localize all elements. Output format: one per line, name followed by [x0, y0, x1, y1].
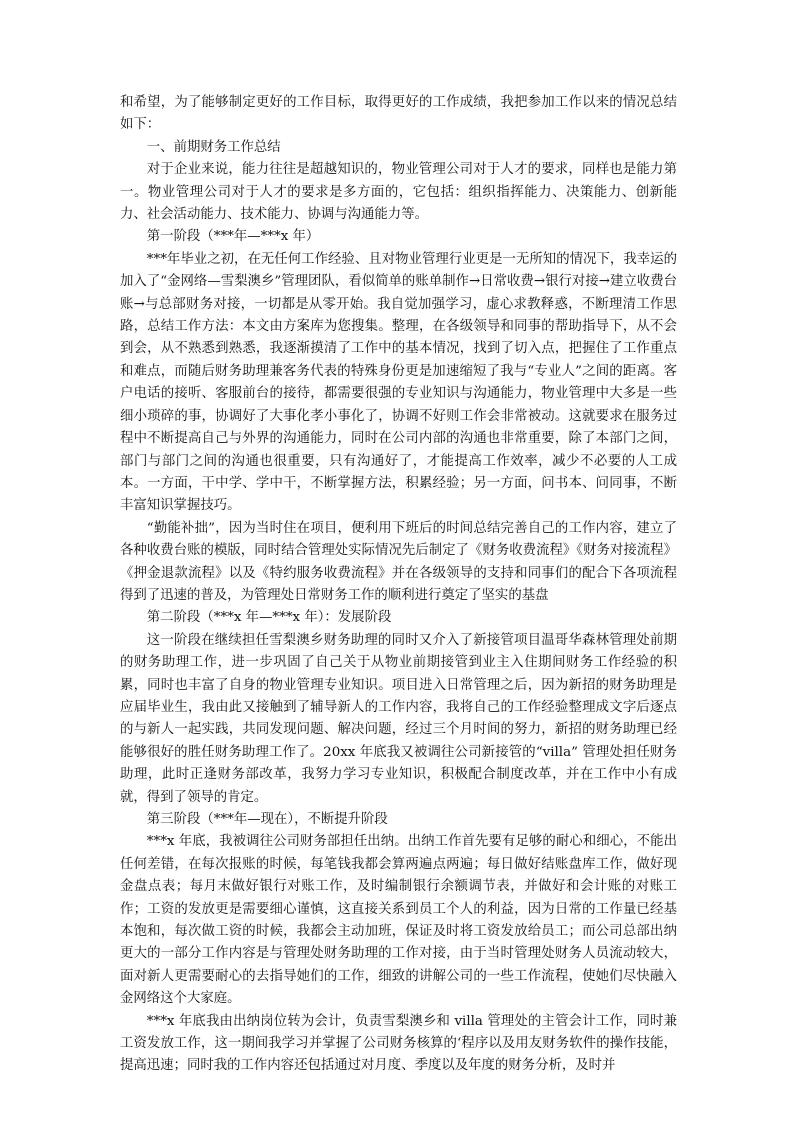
body-paragraph: “勤能补拙”，因为当时住在项目，便利用下班后的时间总结完善自己的工作内容，建立了各种收费台账的模版，同时结合管理处实际情况先后制定了《财务收费流程》《财务对接流程》《押金退款流程》以及《特约服务收费流程》并在各级领导的支持和同事们的配合下各项流程得到了迅速的普及，为管理处日常财务工作的顺利进行奠定了坚实的基盘	[120, 520, 677, 603]
body-paragraph: ***x 年底，我被调往公司财务部担任出纳。出纳工作首先要有足够的耐心和细心，不能出任何差错，在每次报账的时候，每笔钱我都会算两遍点两遍；每日做好结账盘库工作，做好现金盘点表；每月末做好银行对账工作，及时编制银行余额调节表，并做好和会计账的对账工作；工资的发放更是需要细心谨慎，这直接关系到员工个人的利益，因为日常的工作量已经基本饱和，每次做工资的时候，我都会主动加班，保证及时将工资发放给员工；而公司总部出纳更大的一部分工作内容是与管理处财务助理的工作对接，由于当时管理处财务人员流动较大，面对新人更需要耐心的去指导她们的工作，细致的讲解公司的一些工作流程，使她们尽快融入金网络这个大家庭。	[120, 834, 677, 1007]
body-paragraph: ***年毕业之初，在无任何工作经验、且对物业管理行业更是一无所知的情况下，我幸运的加入了“金网络—雪梨澳乡”管理团队，看似简单的账单制作→日常收费→银行对接→建立收费台账→与总部财务对接，一切都是从零开始。我自觉加强学习，虚心求教释惑，不断理清工作思路，总结工作方法：本文由方案库为您搜集。整理，在各级领导和同事的帮助指导下，从不会到会，从不熟悉到熟悉，我逐渐摸清了工作中的基本情况，找到了切入点，把握住了工作重点和难点，而随后财务助理兼客务代表的特殊身份更是加速缩短了我与“专业人”之间的距离。客户电话的接听、客服前台的接待，都需要很强的专业知识与沟通能力，物业管理中大多是一些细小琐碎的事，协调好了大事化孝小事化了，协调不好则工作会非常被动。这就要求在服务过程中不断提高自己与外界的沟通能力，同时在公司内部的沟通也非常重要，除了本部门之间，部门与部门之间的沟通也很重要，只有沟通好了，才能提高工作效率，减少不必要的人工成本。一方面，干中学、学中干，不断掌握方法，积累经验；另一方面，问书本、问同事，不断丰富知识掌握技巧。	[120, 251, 677, 514]
stage-heading: 第三阶段（***年—现在），不断提升阶段	[146, 812, 388, 827]
stage-heading: 第二阶段（***x 年—***x 年）：发展阶段	[146, 610, 392, 626]
body-paragraph: 对于企业来说，能力往往是超越知识的，物业管理公司对于人才的要求，同样也是能力第一。物业管理公司对于人才的要求是多方面的，它包括：组织指挥能力、决策能力、创新能力、社会活动能力、技术能力、协调与沟通能力等。	[120, 162, 677, 223]
stage-heading: 第一阶段（***年—***x 年）	[146, 229, 320, 245]
body-paragraph: 这一阶段在继续担任雪梨澳乡财务助理的同时又介入了新接管项目温哥华森林管理处前期的财务助理工作，进一步巩固了自己关于从物业前期接管到业主入住期间财务工作经验的积累，同时也丰富了自身的物业管理专业知识。项目进入日常管理之后，因为新招的财务助理是应届毕业生，我由此又接触到了辅导新人的工作内容，我将自己的工作经验整理成文字后逐点的与新人一起实践，共同发现问题、解决问题，经过三个月时间的努力，新招的财务助理已经能够很好的胜任财务助理工作了。20xx 年底我又被调往公司新接管的“villa” 管理处担任财务助理，此时正逢财务部改革，我努力学习专业知识，积极配合制度改革，并在工作中小有成就，得到了领导的肯定。	[120, 632, 677, 805]
section-heading: 一、前期财务工作总结	[146, 139, 281, 155]
intro-paragraph: 和希望，为了能够制定更好的工作目标，取得更好的工作成绩，我把参加工作以来的情况总结如下：	[120, 95, 677, 133]
body-paragraph: ***x 年底我由出纳岗位转为会计，负责雪梨澳乡和 villa 管理处的主管会计工作，同时兼工资发放工作，这一期间我学习并掌握了公司财务核算的‘程序以及用友财务软件的操作技能，提高迅速；同时我的工作内容还包括通过对月度、季度以及年度的财务分析，及时并	[120, 1013, 677, 1074]
document-body	[120, 92, 677, 1078]
